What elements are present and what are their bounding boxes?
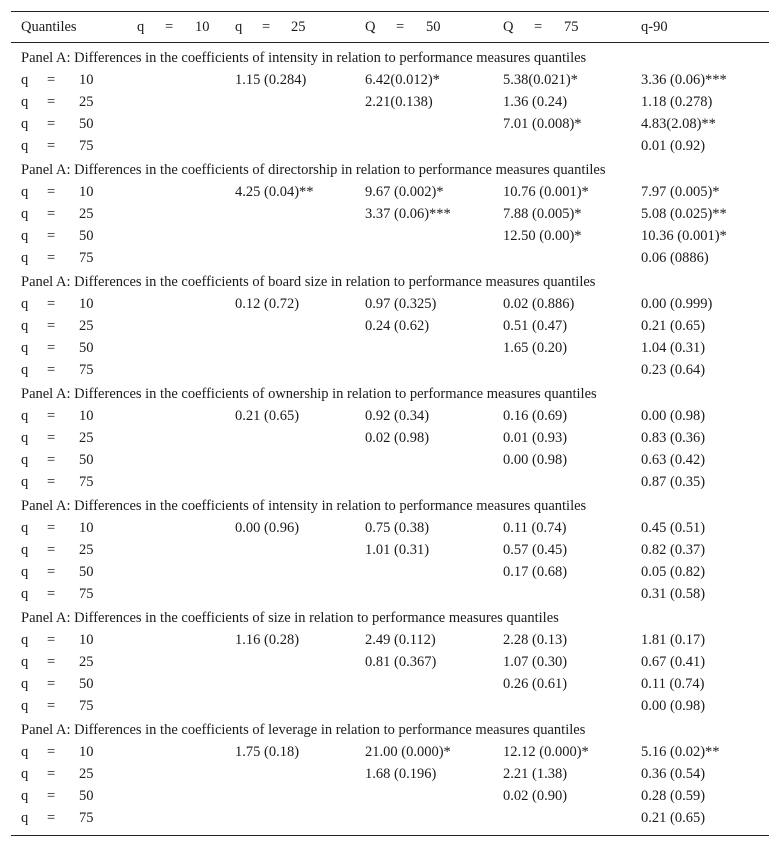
table-cell: 0.16 (0.69) [503,408,568,424]
row-quantile: 10 [79,72,94,88]
bottom-rule [11,835,769,836]
row-quantile: 75 [79,362,94,378]
table-row [11,203,769,225]
row-key: q [21,206,29,222]
row-quantile: 25 [79,766,94,782]
row-quantile: 10 [79,184,94,200]
header-col1-value: 10 [195,19,210,35]
row-key: q [21,228,29,244]
table-cell: 1.18 (0.278) [641,94,713,110]
table-cell: 1.36 (0.24) [503,94,568,110]
row-eq: = [47,184,56,200]
table-cell: 0.01 (0.92) [641,138,706,154]
table-cell: 12.50 (0.00)* [503,228,582,244]
row-key: q [21,452,29,468]
row-eq: = [47,520,56,536]
table-cell: 4.83(2.08)** [641,116,716,132]
row-key: q [21,744,29,760]
row-key: q [21,250,29,266]
table-row [11,763,769,785]
table-cell: 0.21 (0.65) [235,408,300,424]
table-cell: 0.92 (0.34) [365,408,430,424]
table-cell: 0.97 (0.325) [365,296,437,312]
panel-title-row [11,157,769,181]
header-col4-eq: = [534,19,543,35]
row-quantile: 10 [79,520,94,536]
row-key: q [21,654,29,670]
table-cell: 0.11 (0.74) [641,676,705,692]
table-cell: 0.36 (0.54) [641,766,706,782]
row-key: q [21,116,29,132]
table-cell: 0.00 (0.98) [503,452,568,468]
header-quantiles: Quantiles [21,19,77,35]
header-col2-eq: = [262,19,271,35]
row-eq: = [47,676,56,692]
row-eq: = [47,250,56,266]
table-row [11,695,769,717]
table-cell: 12.12 (0.000)* [503,744,589,760]
table-row [11,741,769,763]
row-key: q [21,474,29,490]
table-cell: 5.08 (0.025)** [641,206,727,222]
table-cell: 0.67 (0.41) [641,654,706,670]
table-cell: 4.25 (0.04)** [235,184,314,200]
table-cell: 7.01 (0.008)* [503,116,582,132]
table-row [11,293,769,315]
header-col4-value: 75 [564,19,579,35]
panel-title-row [11,605,769,629]
row-eq: = [47,340,56,356]
panel-title: Panel A: Differences in the coefficients of board size in relation to performance measures quantiles [21,274,596,290]
row-eq: = [47,766,56,782]
table-cell: 7.97 (0.005)* [641,184,720,200]
table-cell: 3.36 (0.06)*** [641,72,727,88]
table-cell: 0.26 (0.61) [503,676,568,692]
table-cell: 1.15 (0.284) [235,72,307,88]
table-cell: 1.01 (0.31) [365,542,430,558]
table-cell: 1.16 (0.28) [235,632,300,648]
row-key: q [21,184,29,200]
quantile-differences-table [11,11,769,836]
table-cell: 2.49 (0.112) [365,632,436,648]
row-eq: = [47,632,56,648]
table-row [11,807,769,829]
row-eq: = [47,116,56,132]
row-eq: = [47,206,56,222]
row-eq: = [47,318,56,334]
row-quantile: 75 [79,810,94,826]
row-quantile: 25 [79,206,94,222]
header-col2-key: q [235,19,243,35]
table-cell: 1.75 (0.18) [235,744,300,760]
table-cell: 0.00 (0.96) [235,520,300,536]
row-quantile: 50 [79,116,94,132]
row-quantile: 50 [79,564,94,580]
row-eq: = [47,788,56,804]
table-cell: 0.51 (0.47) [503,318,568,334]
row-key: q [21,766,29,782]
header-col4-key: Q [503,19,514,35]
table-cell: 1.04 (0.31) [641,340,706,356]
row-key: q [21,520,29,536]
table-row [11,517,769,539]
row-quantile: 10 [79,408,94,424]
header-col3-eq: = [396,19,405,35]
header-col3-key: Q [365,19,376,35]
panel-title: Panel A: Differences in the coefficients of directorship in relation to performance measures quantiles [21,162,606,178]
table-cell: 0.75 (0.38) [365,520,430,536]
table-cell: 5.16 (0.02)** [641,744,720,760]
panel-title: Panel A: Differences in the coefficients of intensity in relation to performance measures quantiles [21,50,587,66]
table-cell: 0.21 (0.65) [641,318,706,334]
row-eq: = [47,654,56,670]
table-cell: 0.28 (0.59) [641,788,706,804]
panel-title-row [11,717,769,741]
table-cell: 0.81 (0.367) [365,654,437,670]
panel-title: Panel A: Differences in the coefficients of ownership in relation to performance measures quantiles [21,386,597,402]
row-key: q [21,632,29,648]
row-key: q [21,408,29,424]
header-col3-value: 50 [426,19,441,35]
row-key: q [21,810,29,826]
table-cell: 10.36 (0.001)* [641,228,727,244]
table-row [11,471,769,493]
row-key: q [21,430,29,446]
table-cell: 0.82 (0.37) [641,542,706,558]
table-body [11,43,769,835]
table-row [11,113,769,135]
table-row [11,539,769,561]
table-cell: 0.83 (0.36) [641,430,706,446]
table-cell: 0.21 (0.65) [641,810,706,826]
row-eq: = [47,94,56,110]
table-row [11,673,769,695]
row-quantile: 50 [79,228,94,244]
table-cell: 5.38(0.021)* [503,72,578,88]
row-quantile: 50 [79,340,94,356]
row-eq: = [47,564,56,580]
table-cell: 0.02 (0.98) [365,430,430,446]
table-row [11,91,769,113]
header-col1-eq: = [165,19,174,35]
table-row [11,449,769,471]
row-eq: = [47,430,56,446]
row-quantile: 75 [79,474,94,490]
row-eq: = [47,474,56,490]
table-cell: 2.21 (1.38) [503,766,568,782]
table-row [11,337,769,359]
table-row [11,583,769,605]
row-quantile: 75 [79,250,94,266]
table-row [11,315,769,337]
row-key: q [21,676,29,692]
table-cell: 0.11 (0.74) [503,520,567,536]
table-cell: 0.24 (0.62) [365,318,430,334]
table-cell: 0.31 (0.58) [641,586,706,602]
table-cell: 0.87 (0.35) [641,474,706,490]
row-quantile: 10 [79,744,94,760]
row-key: q [21,698,29,714]
panel-title-row [11,269,769,293]
row-key: q [21,542,29,558]
row-quantile: 25 [79,94,94,110]
table-cell: 2.28 (0.13) [503,632,568,648]
row-quantile: 50 [79,788,94,804]
row-quantile: 25 [79,430,94,446]
table-row [11,561,769,583]
table-header [11,12,769,42]
table-cell: 0.00 (0.999) [641,296,713,312]
row-eq: = [47,228,56,244]
table-cell: 0.17 (0.68) [503,564,568,580]
table-row [11,247,769,269]
panel-title-row [11,381,769,405]
table-row [11,135,769,157]
header-col2-value: 25 [291,19,306,35]
row-eq: = [47,542,56,558]
row-eq: = [47,698,56,714]
table-row [11,225,769,247]
panel-title: Panel A: Differences in the coefficients of leverage in relation to performance measures quantiles [21,722,586,738]
row-eq: = [47,296,56,312]
row-key: q [21,94,29,110]
table-cell: 9.67 (0.002)* [365,184,444,200]
row-eq: = [47,72,56,88]
panel-title: Panel A: Differences in the coefficients of size in relation to performance measures quantiles [21,610,559,626]
row-eq: = [47,408,56,424]
table-row [11,69,769,91]
table-cell: 0.02 (0.886) [503,296,575,312]
table-cell: 7.88 (0.005)* [503,206,582,222]
row-key: q [21,340,29,356]
row-key: q [21,72,29,88]
table-cell: 0.01 (0.93) [503,430,568,446]
table-cell: 0.00 (0.98) [641,698,706,714]
table-row [11,181,769,203]
row-eq: = [47,810,56,826]
row-key: q [21,586,29,602]
table-row [11,651,769,673]
row-eq: = [47,586,56,602]
table-cell: 0.23 (0.64) [641,362,706,378]
row-quantile: 25 [79,542,94,558]
table-cell: 0.06 (0886) [641,250,709,266]
table-cell: 1.68 (0.196) [365,766,437,782]
row-key: q [21,318,29,334]
row-quantile: 10 [79,632,94,648]
table-cell: 0.05 (0.82) [641,564,706,580]
table-cell: 1.81 (0.17) [641,632,706,648]
table-cell: 0.12 (0.72) [235,296,300,312]
row-key: q [21,296,29,312]
table-cell: 0.02 (0.90) [503,788,568,804]
row-eq: = [47,362,56,378]
table-cell: 1.07 (0.30) [503,654,568,670]
row-eq: = [47,138,56,154]
table-cell: 3.37 (0.06)*** [365,206,451,222]
table-row [11,427,769,449]
table-cell: 0.57 (0.45) [503,542,568,558]
row-eq: = [47,744,56,760]
table-row [11,359,769,381]
row-quantile: 25 [79,654,94,670]
row-quantile: 50 [79,452,94,468]
table-cell: 1.65 (0.20) [503,340,568,356]
row-key: q [21,362,29,378]
table-row [11,405,769,427]
table-cell: 0.45 (0.51) [641,520,706,536]
table-cell: 21.00 (0.000)* [365,744,451,760]
table-cell: 0.00 (0.98) [641,408,706,424]
table-cell: 2.21(0.138) [365,94,433,110]
row-key: q [21,788,29,804]
table-row [11,629,769,651]
row-quantile: 75 [79,698,94,714]
row-quantile: 75 [79,586,94,602]
row-quantile: 75 [79,138,94,154]
row-key: q [21,564,29,580]
header-col1-key: q [137,19,145,35]
panel-title-row [11,493,769,517]
table-row [11,785,769,807]
row-quantile: 25 [79,318,94,334]
panel-title-row [11,45,769,69]
row-eq: = [47,452,56,468]
header-col5: q-90 [641,19,668,35]
row-quantile: 10 [79,296,94,312]
table-cell: 0.63 (0.42) [641,452,706,468]
row-quantile: 50 [79,676,94,692]
row-key: q [21,138,29,154]
table-cell: 6.42(0.012)* [365,72,440,88]
panel-title: Panel A: Differences in the coefficients of intensity in relation to performance measures quantiles [21,498,587,514]
table-cell: 10.76 (0.001)* [503,184,589,200]
